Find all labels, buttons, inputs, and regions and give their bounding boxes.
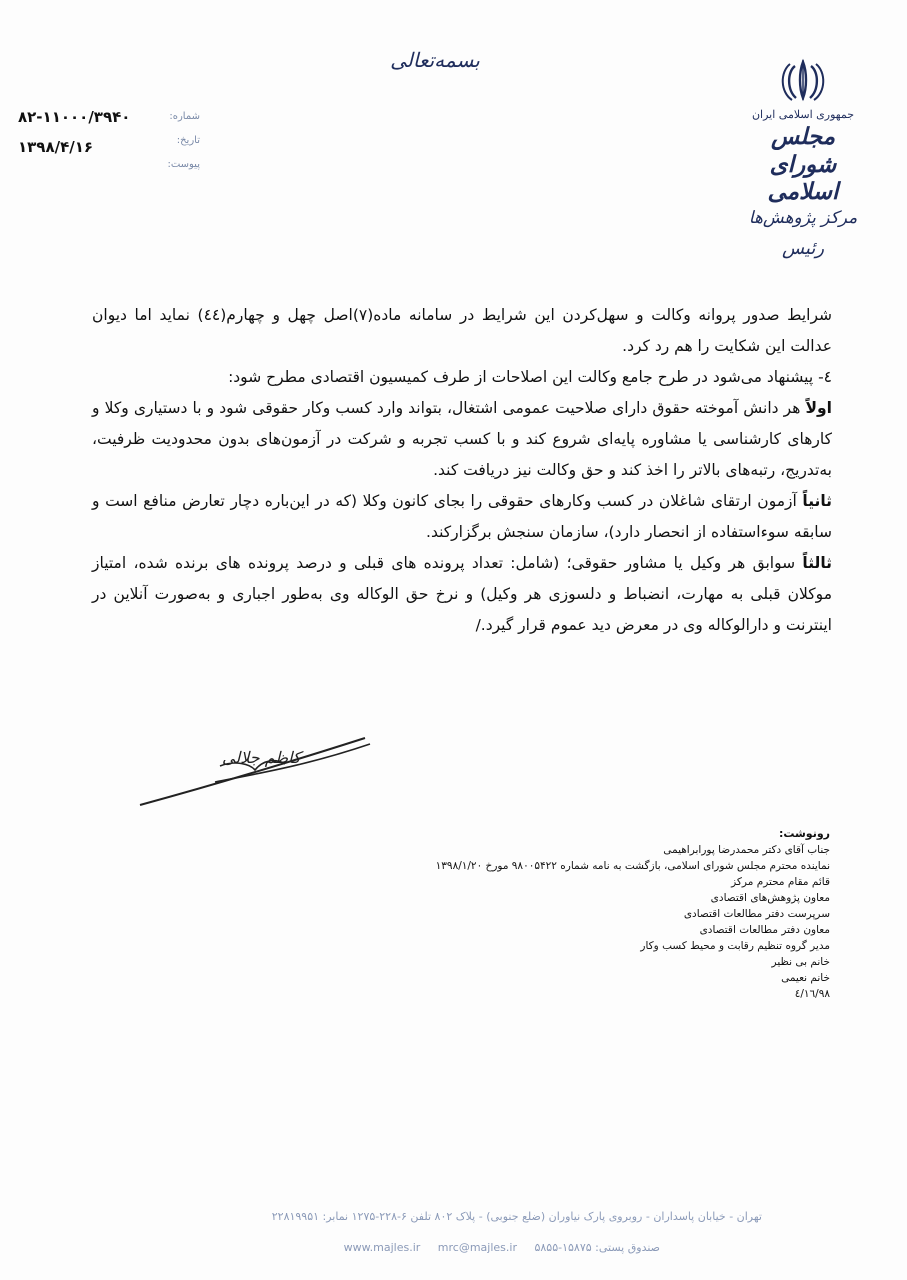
- cc-item: نماینده محترم مجلس شورای اسلامی، بازگشت به نامه شماره ۹۸۰۰۵۴۲۲ مورخ ۱۳۹۸/۱/۲۰: [435, 860, 830, 872]
- cc-item: جناب آقای دکتر محمدرضا پورابراهیمی: [663, 844, 830, 856]
- organization-logo: [748, 58, 858, 259]
- footer-address: تهران - خیابان پاسداران - روبروی پارک نیاوران (ضلع جنوبی) - پلاک ۸۰۲ تلفن ۶-۲۲۸-۱۲۷۵ نمابر: ۲۲۸۱۹۹۵۱: [271, 1210, 762, 1223]
- cc-title: رونوشت:: [778, 827, 830, 840]
- cc-date: ۹۸/٤/١٦: [794, 988, 830, 1000]
- letter-date: ۱۳۹۸/۴/۱۶: [18, 138, 94, 156]
- signatory-name: کاظم جلالی: [222, 748, 301, 767]
- iran-emblem-icon: [778, 58, 828, 102]
- paragraph-5-lead: ثالثاً: [802, 554, 832, 572]
- letter-body: [92, 300, 832, 641]
- footer-website[interactable]: www.majles.ir: [343, 1241, 421, 1254]
- footer-contact: [260, 1241, 660, 1254]
- paragraph-1: شرایط صدور پروانه وکالت و سهل‌کردن این شرایط در سامانه ماده(۷)اصل چهل و چهارم(٤٤) نماید اما دیوان عدالت این شکایت را هم رد کرد.: [92, 306, 832, 355]
- label-date: تاریخ:: [176, 135, 200, 146]
- bismillah-heading: بسمه‌تعالی: [390, 48, 480, 72]
- paragraph-4-text: آزمون ارتقای شاغلان در کسب وکارهای حقوقی را بجای کانون وکلا (که در این‌باره دچار تعارض منافع است و سابقه سوءاستفاده از انحصار دارد)، سازمان سنجش برگزارکند.: [92, 492, 832, 541]
- letter-number: ۸۲-۱۱۰۰۰/۳۹۴۰: [18, 108, 131, 126]
- paragraph-4-lead: ثانیاً: [802, 492, 832, 510]
- letter-meta-labels: [150, 110, 200, 182]
- cc-item: خانم نعیمی: [781, 972, 830, 984]
- paragraph-2: ٤- پیشنهاد می‌شود در طرح جامع وکالت این اصلاحات از طرف کمیسیون اقتصادی مطرح شود:: [228, 368, 832, 386]
- handwritten-signature: [135, 730, 375, 810]
- org-parliament: مجلس شورای اسلامی: [767, 123, 839, 206]
- cc-item: قائم مقام محترم مرکز: [731, 876, 830, 888]
- paragraph-5: [92, 548, 832, 641]
- paragraph-5-text: سوابق هر وکیل یا مشاور حقوقی؛ (شامل: تعداد پرونده های قبلی و درصد پرونده های برنده شده، امتیاز موکلان قبلی به مهارت، انضباط و دلسوزی هر وکیل) و نرخ حق الوکاله وی به‌طور اجباری و به‌صورت آنلاین در اینترنت و دارالوکاله وی در معرض دید عموم قرار گیرد./: [92, 554, 832, 634]
- label-attachment: پیوست:: [167, 159, 200, 170]
- cc-item: سرپرست دفتر مطالعات اقتصادی: [683, 908, 830, 920]
- org-country: جمهوری اسلامی ایران: [751, 108, 855, 121]
- org-research-center: مرکز پژوهش‌ها: [748, 207, 858, 228]
- org-title-head: رئیس: [781, 237, 825, 259]
- letter-meta-values: [18, 107, 148, 167]
- cc-item: معاون دفتر مطالعات اقتصادی: [699, 924, 830, 936]
- cc-item: معاون پژوهش‌های اقتصادی: [710, 892, 830, 904]
- footer-email[interactable]: mrc@majles.ir: [437, 1241, 517, 1254]
- paragraph-3-lead: اولاً: [805, 399, 832, 417]
- cc-list: [330, 826, 830, 1002]
- paragraph-4: [92, 486, 832, 548]
- paragraph-3-text: هر دانش آموخته حقوق دارای صلاحیت عمومی اشتغال، بتواند وارد کسب وکار حقوقی شود و با دستیاری وکلا و کارهای کارشناسی یا مشاوره پایه‌ای شروع کند و با کسب تجربه و شرکت در آزمون‌های بدون محدودیت ظرفیت، به‌تدریج، رتبه‌های بالاتر را اخذ کند و حق وکالت نیز دریافت کند.: [92, 399, 832, 479]
- cc-item: مدیر گروه تنظیم رقابت و محیط کسب وکار: [640, 940, 830, 952]
- label-number: شماره:: [169, 111, 200, 122]
- cc-item: خانم بی نظیر: [771, 956, 830, 968]
- paragraph-3: [92, 393, 832, 486]
- footer-po-box: صندوق پستی: ۱۵۸۷۵-۵۸۵۵: [534, 1241, 660, 1254]
